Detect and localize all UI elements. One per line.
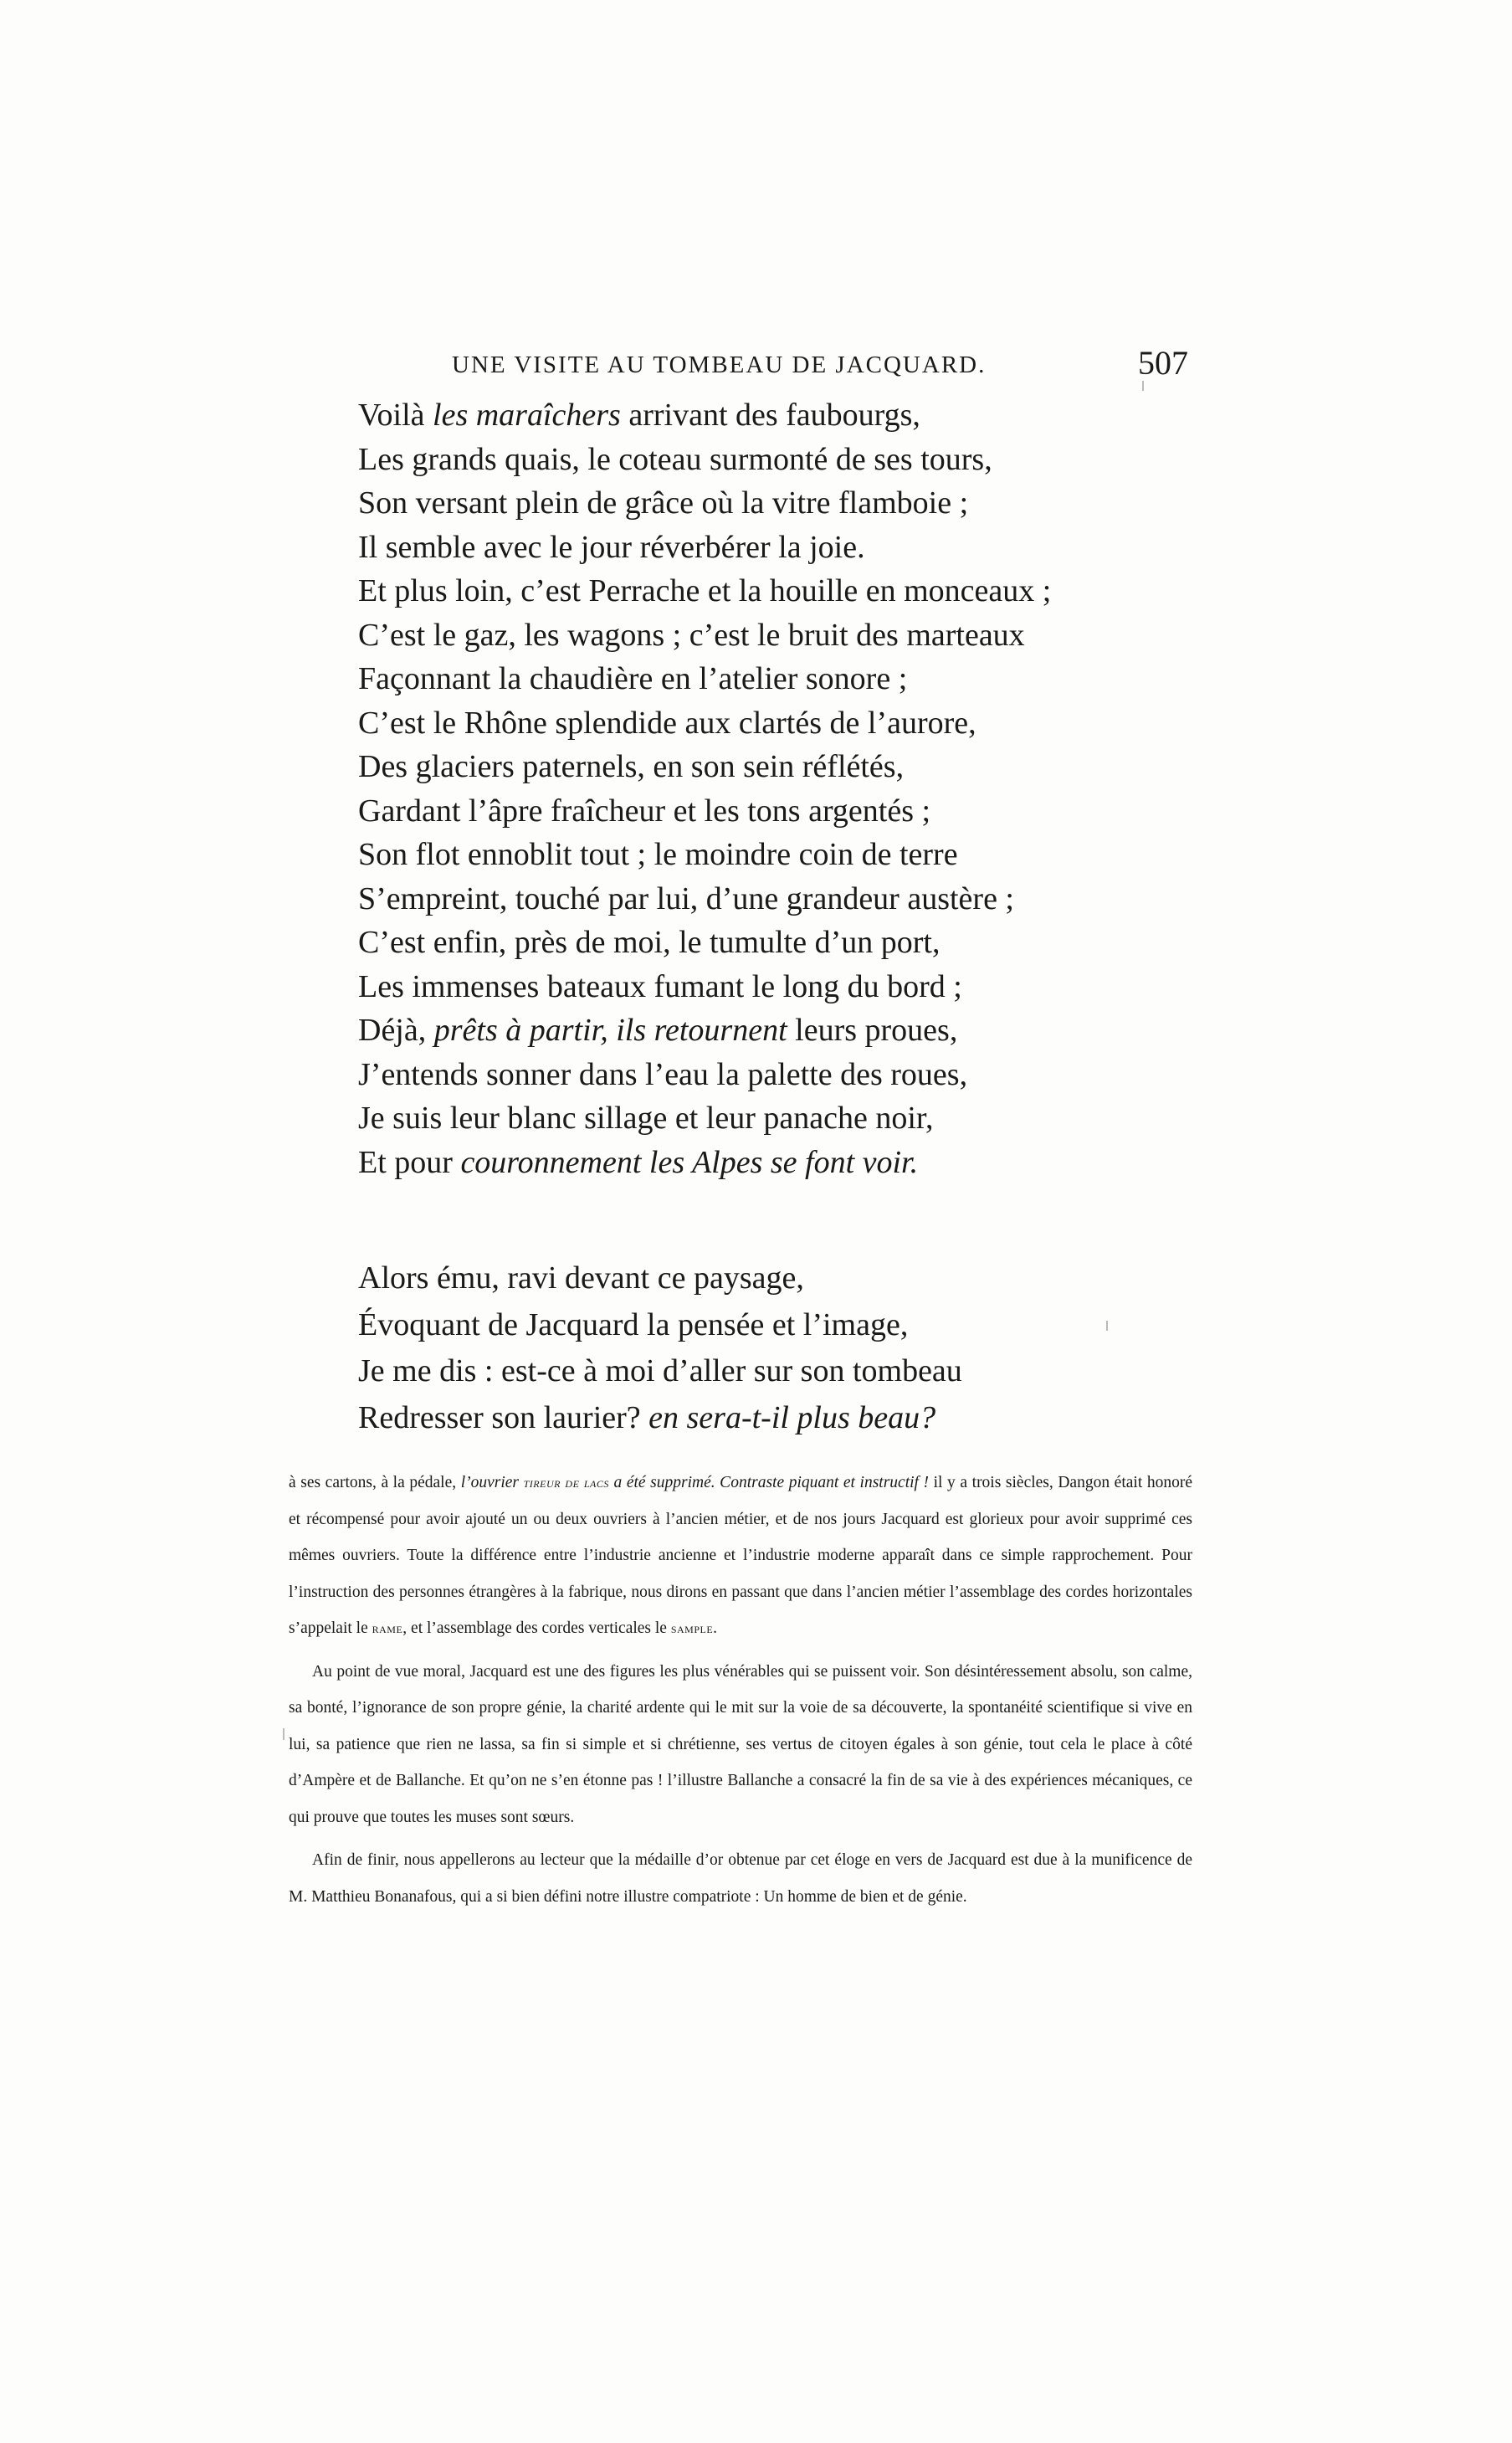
page-number: 507	[1138, 344, 1188, 382]
verse-line: S’empreint, touché par lui, d’une grandeur austère ;	[358, 880, 1014, 916]
verse-line: Son versant plein de grâce où la vitre flamboie ;	[358, 485, 969, 521]
note-paragraph: Au point de vue moral, Jacquard est une des figures les plus vénérables qui se puissent voir. Son désintéressement absolu, son calme, sa bonté, l’ignorance de son propre génie, la charité ardente qui le mit sur la voie de sa découverte, la spontanéité scientifique si vive en lui, sa patience que rien ne lassa, sa fin si simple et si chrétienne, ses vertus de citoyen égales à son génie, tout cela le place à côté d’Ampère et de Ballanche. Et qu’on ne s’en étonne pas ! l’illustre Ballanche a consacré la fin de sa vie à des expériences mécaniques, ce qui prouve que toutes les muses sont sœurs.	[289, 1662, 1192, 1826]
verse-line: Son flot ennoblit tout ; le moindre coin de terre	[358, 837, 958, 872]
verse-line: Et plus loin, c’est Perrache et la houille en monceaux ;	[358, 573, 1052, 608]
poem-stanza-2	[358, 1255, 1195, 1441]
verse-line: Les grands quais, le coteau surmonté de ses tours,	[358, 441, 992, 477]
verse-line: Des glaciers paternels, en son sein réflétés,	[358, 749, 905, 784]
note-paragraph: Afin de finir, nous appellerons au lecteur que la médaille d’or obtenue par cet éloge en vers de Jacquard est due à la munificence de M. Matthieu Bonanafous, qui a si bien défini notre illustre compatriote : Un homme de bien et de génie.	[289, 1851, 1192, 1906]
verse-line: C’est enfin, près de moi, le tumulte d’un port,	[358, 925, 941, 960]
endnotes	[289, 1465, 1192, 1922]
verse-line: Redresser son laurier? en sera-t-il plus beau?	[358, 1399, 936, 1435]
note-paragraph: à ses cartons, à la pédale, l’ouvrier tireur de lacs a été supprimé. Contraste piquant et instructif ! il y a trois siècles, Dangon était honoré et récompensé pour avoir ajouté un ou deux ouvriers à l’ancien métier, et de nos jours Jacquard est glorieux pour avoir supprimé ces mêmes ouvriers. Toute la différence entre l’industrie ancienne et l’industrie moderne apparaît dans ce simple rapprochement. Pour l’instruction des personnes étrangères à la fabrique, nous dirons en passant que dans l’ancien métier l’assemblage des cordes horizontales s’appelait le rame, et l’assemblage des cordes verticales le sample.	[289, 1474, 1192, 1637]
verse-line: Je suis leur blanc sillage et leur panache noir,	[358, 1101, 934, 1136]
verse-line: Façonnant la chaudière en l’atelier sonore ;	[358, 661, 908, 696]
running-title: UNE VISITE AU TOMBEAU DE JACQUARD.	[452, 352, 987, 378]
verse-line: J’entends sonner dans l’eau la palette des roues,	[358, 1056, 968, 1092]
verse-line: Les immenses bateaux fumant le long du bord ;	[358, 968, 962, 1004]
verse-line: Alors ému, ravi devant ce paysage,	[358, 1260, 804, 1296]
verse-line: Voilà les maraîchers arrivant des faubourgs,	[358, 398, 920, 433]
verse-line: Gardant l’âpre fraîcheur et les tons argentés ;	[358, 793, 931, 829]
verse-line: Évoquant de Jacquard la pensée et l’image,	[358, 1306, 909, 1342]
verse-line: Et pour couronnement les Alpes se font voir.	[358, 1144, 919, 1180]
poem-stanza-1	[358, 393, 1195, 1184]
verse-line: C’est le Rhône splendide aux clartés de l’aurore,	[358, 705, 976, 741]
verse-line: Je me dis : est-ce à moi d’aller sur son tombeau	[358, 1353, 962, 1388]
running-head	[452, 343, 1188, 393]
scan-artifact	[283, 1728, 284, 1740]
verse-line: Il semble avec le jour réverbérer la joie.	[358, 529, 865, 565]
verse-line: C’est le gaz, les wagons ; c’est le bruit des marteaux	[358, 617, 1025, 653]
verse-line: Déjà, prêts à partir, ils retournent leurs proues,	[358, 1013, 958, 1048]
